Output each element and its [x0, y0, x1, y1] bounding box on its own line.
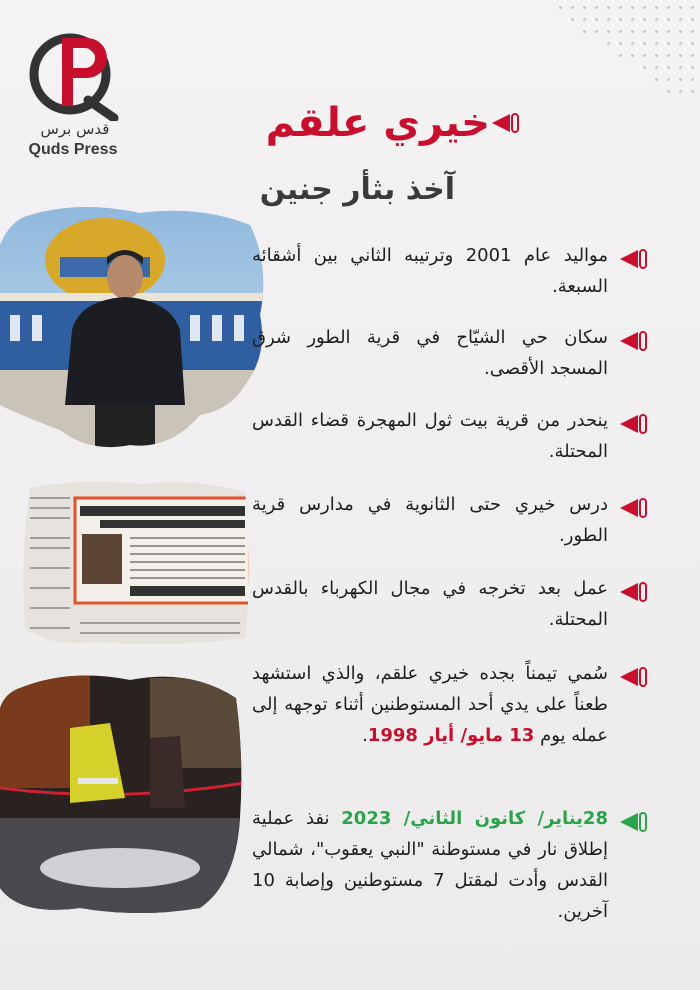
dot: [679, 18, 682, 21]
fact-item: [248, 658, 648, 751]
bullet-marker-icon: [618, 497, 648, 519]
fact-text: ينحدر من قرية بيت ثول المهجرة قضاء القدس المحتلة.: [252, 410, 608, 462]
page-subtitle: آخذ بثأر جنين: [259, 172, 455, 207]
title-row: [266, 100, 520, 146]
title-marker-icon: [490, 112, 520, 134]
dot: [691, 30, 694, 33]
dot: [571, 6, 574, 9]
dot: [679, 90, 682, 93]
dot: [583, 6, 586, 9]
dot: [667, 90, 670, 93]
dot: [619, 18, 622, 21]
dot: [655, 30, 658, 33]
dot: [679, 78, 682, 81]
dot: [607, 30, 610, 33]
dot: [631, 54, 634, 57]
dot: [607, 6, 610, 9]
fact-text-part: نفذ عملية إطلاق نار في مستوطنة "النبي يعقوب"، شمالي القدس وأدت لمقتل 7 مستوطنين وإصابة 10 آخرين.: [252, 808, 609, 922]
bullet-marker-icon: [618, 413, 648, 435]
logo-english-name: Quds Press: [28, 141, 118, 158]
fact-text: سكان حي الشيّاح في قرية الطور شرق المسجد الأقصى.: [252, 327, 608, 379]
dot: [643, 30, 646, 33]
fact-item: [248, 322, 648, 384]
dot: [583, 18, 586, 21]
dot: [679, 54, 682, 57]
decorative-dot-grid: [544, 6, 694, 106]
dot: [595, 30, 598, 33]
dot: [655, 66, 658, 69]
fact-item: [248, 240, 648, 302]
fact-item: [248, 405, 648, 467]
dot: [691, 6, 694, 9]
dot: [691, 54, 694, 57]
dot: [679, 6, 682, 9]
dot: [691, 78, 694, 81]
dot: [619, 6, 622, 9]
dot: [619, 30, 622, 33]
dot: [667, 6, 670, 9]
dot: [643, 42, 646, 45]
dot: [595, 18, 598, 21]
dot: [583, 30, 586, 33]
dot: [643, 66, 646, 69]
bullet-marker-icon: [618, 330, 648, 352]
fact-item: [248, 573, 648, 635]
dot: [667, 54, 670, 57]
dot: [631, 18, 634, 21]
dot: [679, 42, 682, 45]
quds-press-logo: [22, 26, 132, 121]
dot: [619, 42, 622, 45]
dot: [667, 30, 670, 33]
dot: [667, 18, 670, 21]
dot: [655, 6, 658, 9]
dot: [691, 66, 694, 69]
dot: [631, 42, 634, 45]
fact-text-part: .: [362, 725, 368, 746]
bullet-marker-green-icon: [618, 811, 648, 833]
page-title: خيري علقم: [265, 100, 490, 146]
fact-text: مواليد عام 2001 وترتيبه الثاني بين أشقائه السبعة.: [252, 245, 608, 297]
dot: [655, 54, 658, 57]
dot: [679, 66, 682, 69]
dot: [631, 30, 634, 33]
dot: [595, 6, 598, 9]
dot: [655, 18, 658, 21]
dot: [643, 18, 646, 21]
bullet-marker-icon: [618, 248, 648, 270]
dot: [607, 42, 610, 45]
fact-text: درس خيري حتى الثانوية في مدارس قرية الطور.: [252, 494, 608, 546]
dot: [667, 42, 670, 45]
fact-date-highlight: 28يناير/ كانون الثاني/ 2023: [341, 808, 608, 829]
dot: [643, 6, 646, 9]
fact-text: عمل بعد تخرجه في مجال الكهرباء بالقدس المحتلة.: [252, 578, 608, 630]
dot: [679, 30, 682, 33]
bullet-marker-icon: [618, 581, 648, 603]
dot: [655, 78, 658, 81]
attack-scene-photo: [0, 668, 244, 918]
dot: [571, 18, 574, 21]
fact-text: [252, 803, 608, 927]
fact-item: [248, 803, 648, 927]
dot: [643, 54, 646, 57]
newspaper-clipping-photo: [20, 478, 252, 648]
logo-arabic-name: قدس برس: [40, 120, 110, 138]
fact-item: [248, 489, 648, 551]
dot: [691, 42, 694, 45]
dot: [667, 78, 670, 81]
fact-text-part: سُمي تيمناً بجده خيري علقم، والذي استشهد طعناً على يدي أحد المستوطنين أثناء توجهه إلى عمله يوم: [252, 663, 608, 746]
fact-text: [252, 658, 608, 751]
dot: [619, 54, 622, 57]
dot: [691, 90, 694, 93]
fact-date-highlight: 13 مايو/ أيار 1998: [367, 725, 535, 746]
bullet-marker-icon: [618, 666, 648, 688]
dot: [655, 42, 658, 45]
dot: [559, 6, 562, 9]
dot: [631, 6, 634, 9]
dot: [691, 18, 694, 21]
dot: [607, 18, 610, 21]
dot: [667, 66, 670, 69]
portrait-photo: [0, 205, 268, 455]
